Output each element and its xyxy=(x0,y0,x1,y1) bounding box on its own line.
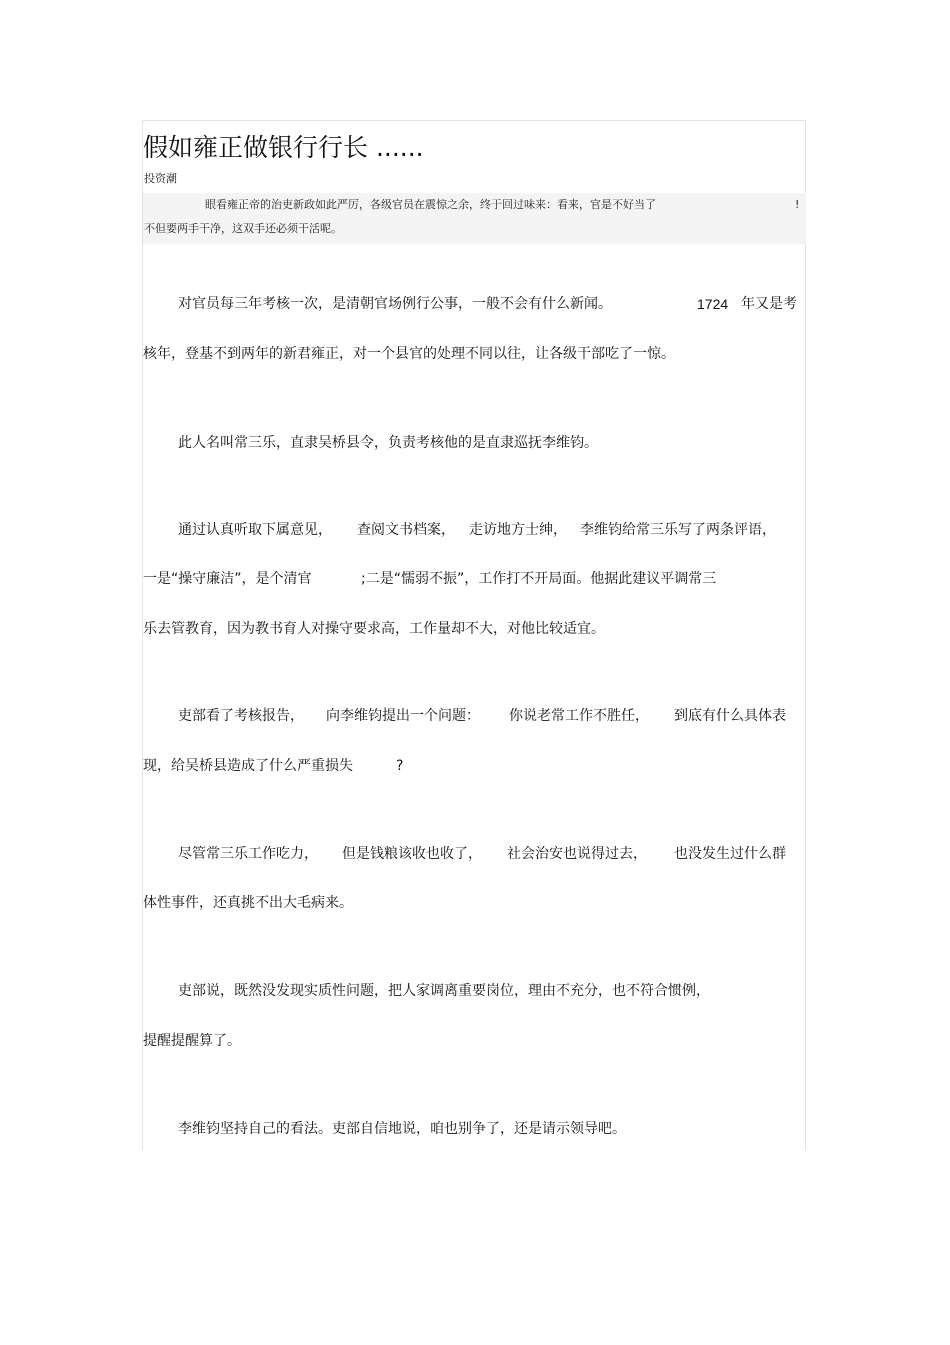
paragraph-4-text: 到底有什么具体表 xyxy=(674,708,786,724)
paragraph-5-text: 但是钱粮该收也收了， xyxy=(342,846,482,862)
paragraph-4-text: 吏部看了考核报告， xyxy=(178,708,304,724)
paragraph-6-text: 提醒提醒算了。 xyxy=(143,1033,241,1049)
paragraph-3-text: 通过认真听取下属意见， xyxy=(178,522,332,538)
paragraph-2-text: 此人名叫常三乐，直隶吴桥县令，负责考核他的是直隶巡抚李维钧。 xyxy=(178,435,598,451)
paragraph-3-text: 乐去管教育，因为教书育人对操守要求高，工作量却不大，对他比较适宜。 xyxy=(143,621,605,637)
summary-line-1: 眼看雍正帝的治吏新政如此严厉，各级官员在震惊之余，终于回过味来：看来，官是不好当了 xyxy=(205,198,656,211)
paragraph-3-text: ;二是“懦弱不振”，工作打不开局面。他据此建议平调常三 xyxy=(361,571,717,587)
paragraph-1-text: 年又是考 xyxy=(741,296,797,312)
paragraph-5-text: 社会治安也说得过去， xyxy=(507,846,647,862)
paragraph-5-text: 尽管常三乐工作吃力， xyxy=(178,846,318,862)
paragraph-3-text: 一是“操守廉洁”，是个清官 xyxy=(143,571,312,587)
paragraph-3-text: 李维钧给常三乐写了两条评语， xyxy=(580,522,776,538)
paragraph-3-text: 走访地方士绅， xyxy=(469,522,567,538)
paragraph-1-year: 1724 xyxy=(697,296,729,312)
article-author: 投资潮 xyxy=(144,172,177,185)
paragraph-4-text: 向李维钧提出一个问题： xyxy=(326,708,480,724)
paragraph-5-text: 体性事件，还真挑不出大毛病来。 xyxy=(143,895,353,911)
paragraph-1-text: 对官员每三年考核一次，是清朝官场例行公事，一般不会有什么新闻。 xyxy=(178,296,612,312)
article-summary xyxy=(143,193,806,244)
paragraph-6-text: 吏部说，既然没发现实质性问题，把人家调离重要岗位，理由不充分，也不符合惯例， xyxy=(178,983,710,999)
summary-line-2: 不但要两手干净，这双手还必须干活呢。 xyxy=(144,222,342,235)
paragraph-4-text: 你说老常工作不胜任， xyxy=(509,708,649,724)
paragraph-5-text: 也没发生过什么群 xyxy=(674,846,786,862)
paragraph-1-text: 核年，登基不到两年的新君雍正，对一个县官的处理不同以往，让各级干部吃了一惊。 xyxy=(143,346,675,362)
paragraph-7-text: 李维钧坚持自己的看法。吏部自信地说，咱也别争了，还是请示领导吧。 xyxy=(178,1121,626,1137)
paragraph-4-text: ? xyxy=(396,758,404,774)
paragraph-3-text: 查阅文书档案， xyxy=(357,522,455,538)
paragraph-4-text: 现，给吴桥县造成了什么严重损失 xyxy=(143,758,353,774)
article-title: 假如雍正做银行行长 ...... xyxy=(143,133,424,162)
summary-line-1-end: ! xyxy=(795,198,800,211)
